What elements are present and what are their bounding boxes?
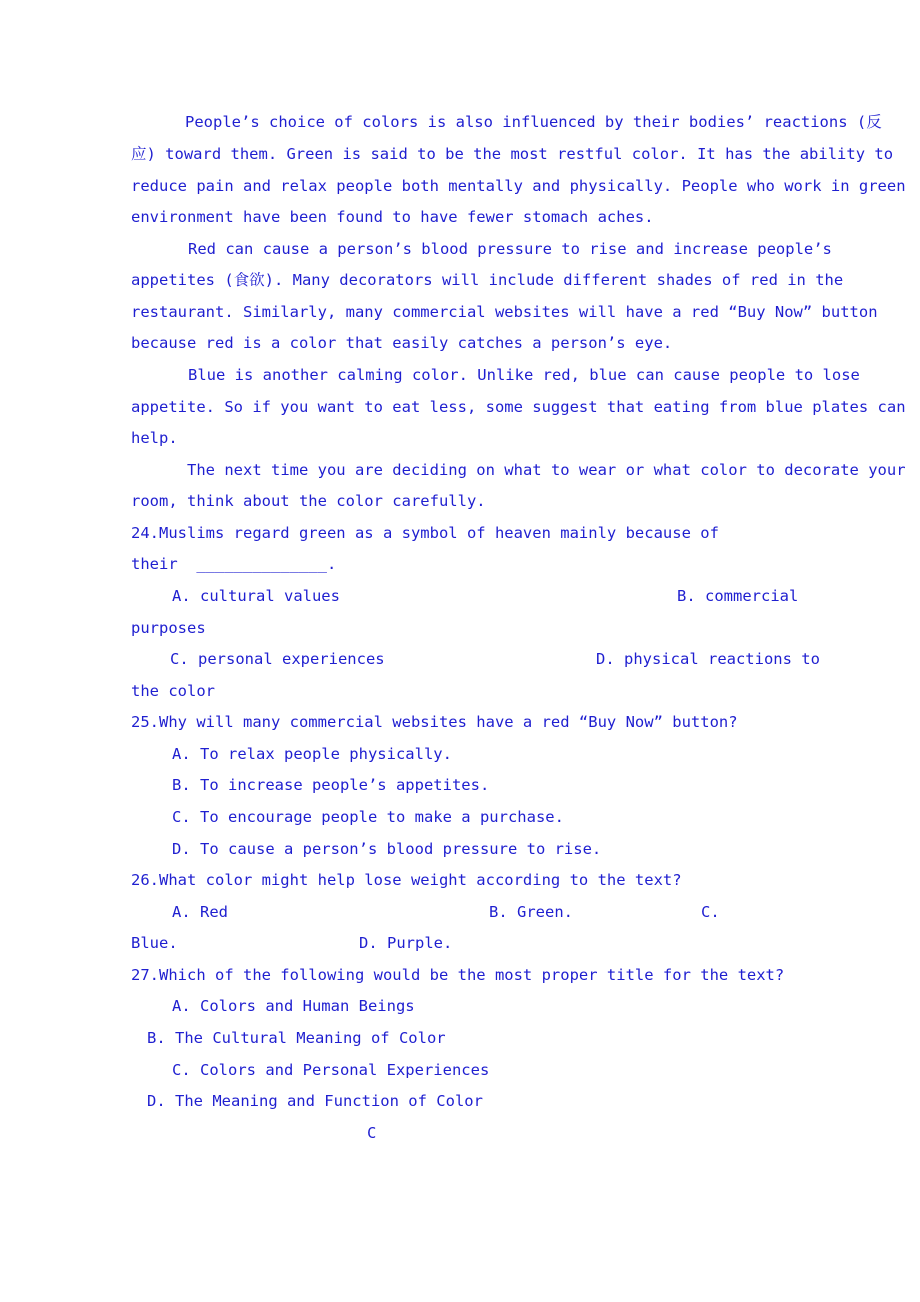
- q25-option-d: D. To cause a person’s blood pressure to rise.: [172, 840, 602, 858]
- passage-p3-line3: help.: [131, 429, 178, 447]
- q24-stem-blank: their ______________.: [131, 555, 337, 573]
- passage-p1-line2: 应) toward them. Green is said to be the most restful color. It has the ability to: [131, 145, 894, 163]
- passage-p1-line4: environment have been found to have fewer stomach aches.: [131, 208, 654, 226]
- passage-p4-line1: The next time you are deciding on what to wear or what color to decorate your: [187, 461, 906, 479]
- q24-option-d: D. physical reactions to: [596, 650, 820, 668]
- passage-p4-line2: room, think about the color carefully.: [131, 492, 486, 510]
- q24-option-d-cont: the color: [131, 682, 215, 700]
- q27-stem: 27.Which of the following would be the most proper title for the text?: [131, 966, 785, 984]
- passage-p1-line3: reduce pain and relax people both mentally and physically. People who work in green: [131, 177, 906, 195]
- q25-option-c: C. To encourage people to make a purchase.: [172, 808, 564, 826]
- answer-text: C: [367, 1124, 377, 1142]
- passage-p2-line3: restaurant. Similarly, many commercial websites will have a red “Buy Now” button: [131, 303, 878, 321]
- q26-option-b: B. Green.: [489, 903, 573, 921]
- q26-option-c: C.: [701, 903, 720, 921]
- q24-option-b: B. commercial: [677, 587, 799, 605]
- q27-option-d: D. The Meaning and Function of Color: [147, 1092, 483, 1110]
- q25-stem: 25.Why will many commercial websites have a red “Buy Now” button?: [131, 713, 738, 731]
- q27-option-a: A. Colors and Human Beings: [172, 997, 415, 1015]
- q27-option-b: B. The Cultural Meaning of Color: [147, 1029, 446, 1047]
- q26-option-a: A. Red: [172, 903, 228, 921]
- q24-stem: 24.Muslims regard green as a symbol of heaven mainly because of: [131, 524, 719, 542]
- q24-option-c: C. personal experiences: [170, 650, 385, 668]
- q25-option-b: B. To increase people’s appetites.: [172, 776, 490, 794]
- q26-option-c-cont: Blue.: [131, 934, 178, 952]
- passage-p3-line1: Blue is another calming color. Unlike red, blue can cause people to lose: [188, 366, 860, 384]
- q24-option-a: A. cultural values: [172, 587, 340, 605]
- q26-option-d: D. Purple.: [359, 934, 453, 952]
- q25-option-a: A. To relax people physically.: [172, 745, 452, 763]
- passage-p3-line2: appetite. So if you want to eat less, some suggest that eating from blue plates can: [131, 398, 906, 416]
- q24-option-b-cont: purposes: [131, 619, 206, 637]
- passage-p2-line2: appetites (食欲). Many decorators will include different shades of red in the: [131, 271, 844, 289]
- q27-option-c: C. Colors and Personal Experiences: [172, 1061, 490, 1079]
- passage-p2-line4: because red is a color that easily catches a person’s eye.: [131, 334, 673, 352]
- passage-p1-line1: People’s choice of colors is also influenced by their bodies’ reactions (反: [185, 113, 882, 131]
- q26-stem: 26.What color might help lose weight according to the text?: [131, 871, 682, 889]
- passage-p2-line1: Red can cause a person’s blood pressure to rise and increase people’s: [188, 240, 832, 258]
